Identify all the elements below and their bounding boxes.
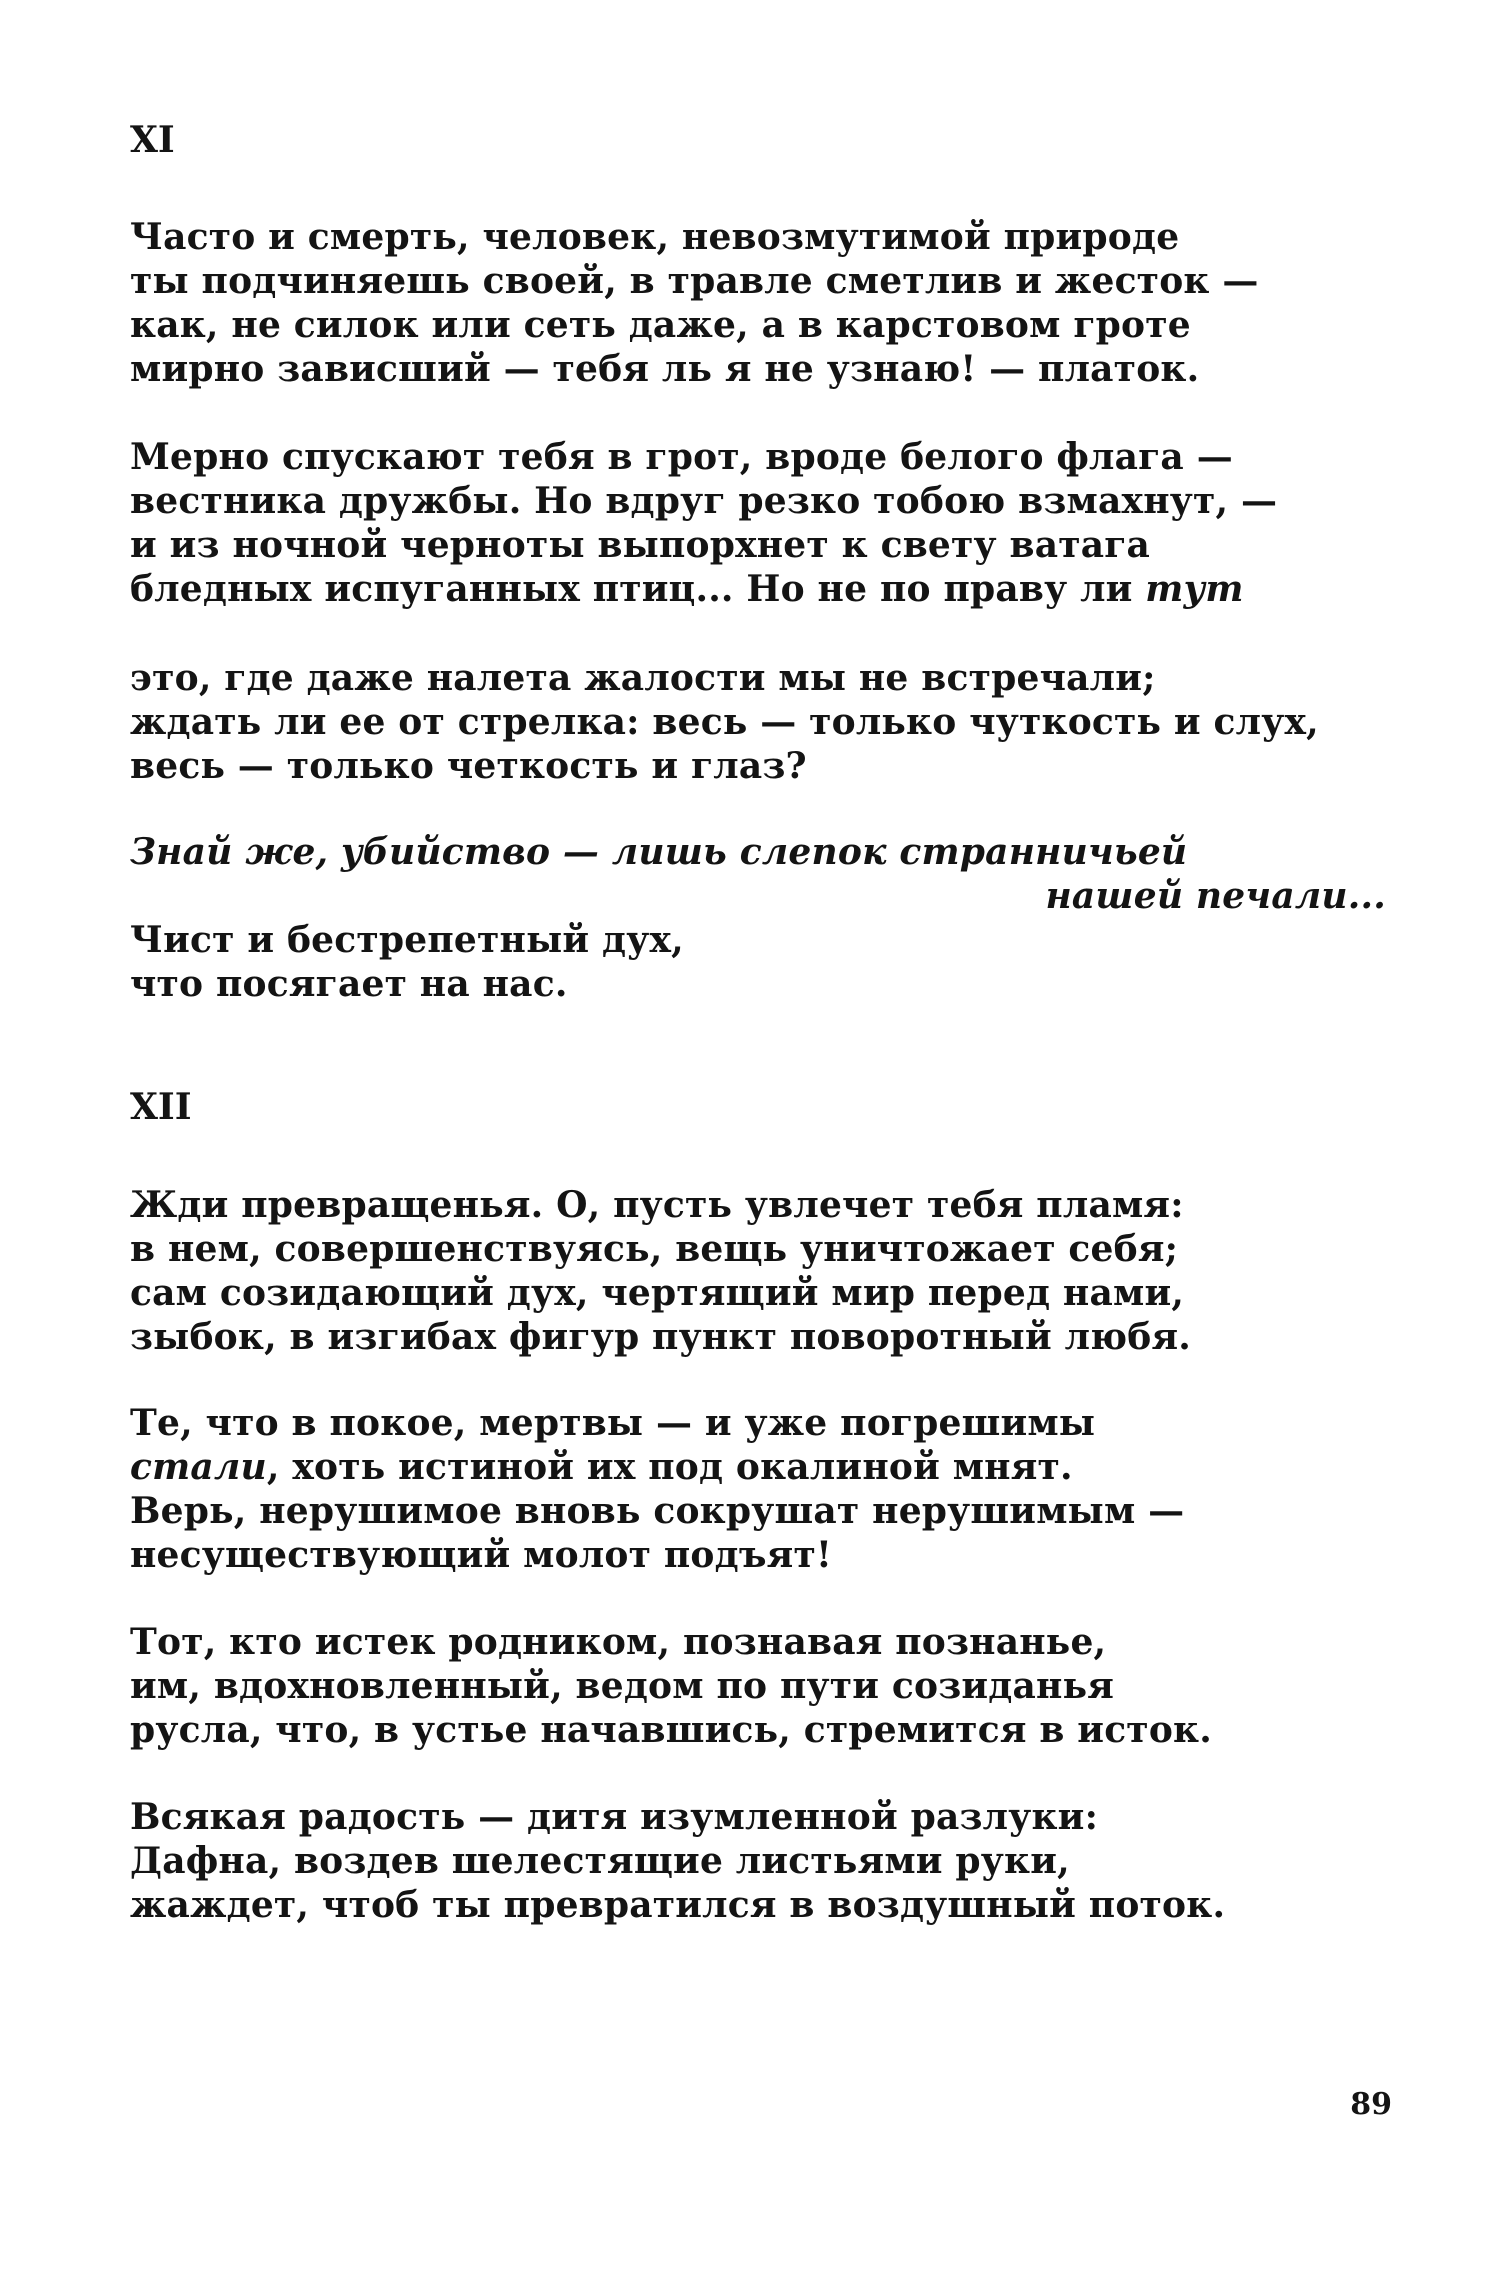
verse-line: русла, что, в устье начавшись, стремится в исток.	[130, 1709, 1212, 1751]
stanza-xii-1	[130, 1183, 1400, 1359]
verse-line-text: , хоть истиной их под окалиной мнят.	[266, 1446, 1073, 1488]
verse-line: зыбок, в изгибах фигур пункт поворотный любя.	[130, 1316, 1192, 1358]
verse-line: Дафна, воздев шелестящие листьями руки,	[130, 1840, 1070, 1882]
italic-verse-line: Знай же, убийство — лишь слепок странничьей	[130, 831, 1188, 873]
verse-line: это, где даже налета жалости мы не встречали;	[130, 657, 1156, 699]
stanza-xi-1	[130, 215, 1400, 391]
italic-word: тут	[1145, 568, 1244, 610]
italic-word: стали	[130, 1446, 267, 1488]
stanza-xii-4	[130, 1795, 1400, 1927]
verse-line: Мерно спускают тебя в грот, вроде белого флага —	[130, 436, 1233, 478]
section-heading-xii: XII	[130, 1086, 192, 1128]
section-heading-xi: XI	[130, 119, 175, 161]
verse-line: ты подчиняешь своей, в травле сметлив и жесток —	[130, 260, 1259, 302]
verse-line: и из ночной черноты выпорхнет к свету ватага	[130, 524, 1151, 566]
verse-line: Жди превращенья. О, пусть увлечет тебя пламя:	[130, 1184, 1184, 1226]
stanza-xi-3	[130, 656, 1400, 788]
stanza-xi-4	[130, 830, 1400, 1006]
stanza-xii-2	[130, 1401, 1400, 1577]
stanza-xii-3	[130, 1620, 1400, 1752]
verse-line: весь — только четкость и глаз?	[130, 745, 807, 787]
verse-line	[130, 567, 1400, 611]
verse-line: как, не силок или сеть даже, а в карстовом гроте	[130, 304, 1191, 346]
page-number: 89	[1350, 2087, 1392, 2122]
stanza-xi-2	[130, 435, 1400, 611]
verse-line: в нем, совершенствуясь, вещь уничтожает себя;	[130, 1228, 1179, 1270]
verse-line: Тот, кто истек родником, познавая познанье,	[130, 1621, 1107, 1663]
italic-verse-line-right: нашей печали...	[1045, 875, 1386, 917]
verse-line: мирно зависший — тебя ль я не узнаю! — платок.	[130, 348, 1200, 390]
verse-line: вестника дружбы. Но вдруг резко тобою взмахнут, —	[130, 480, 1278, 522]
verse-line-text: бледных испуганных птиц... Но не по праву ли	[130, 568, 1146, 610]
verse-line: Чист и бестрепетный дух,	[130, 919, 684, 961]
verse-line: им, вдохновленный, ведом по пути созиданья	[130, 1665, 1115, 1707]
verse-line: Верь, нерушимое вновь сокрушат нерушимым —	[130, 1490, 1185, 1532]
verse-line: Всякая радость — дитя изумленной разлуки:	[130, 1796, 1099, 1838]
verse-line: что посягает на нас.	[130, 963, 568, 1005]
verse-line: сам созидающий дух, чертящий мир перед нами,	[130, 1272, 1185, 1314]
verse-line: Часто и смерть, человек, невозмутимой природе	[130, 216, 1180, 258]
verse-line: Те, что в покое, мертвы — и уже погрешимы	[130, 1402, 1096, 1444]
verse-line	[130, 1445, 1400, 1489]
verse-line: несуществующий молот подъят!	[130, 1534, 832, 1576]
verse-line: ждать ли ее от стрелка: весь — только чуткость и слух,	[130, 701, 1319, 743]
verse-line: жаждет, чтоб ты превратился в воздушный поток.	[130, 1884, 1226, 1926]
